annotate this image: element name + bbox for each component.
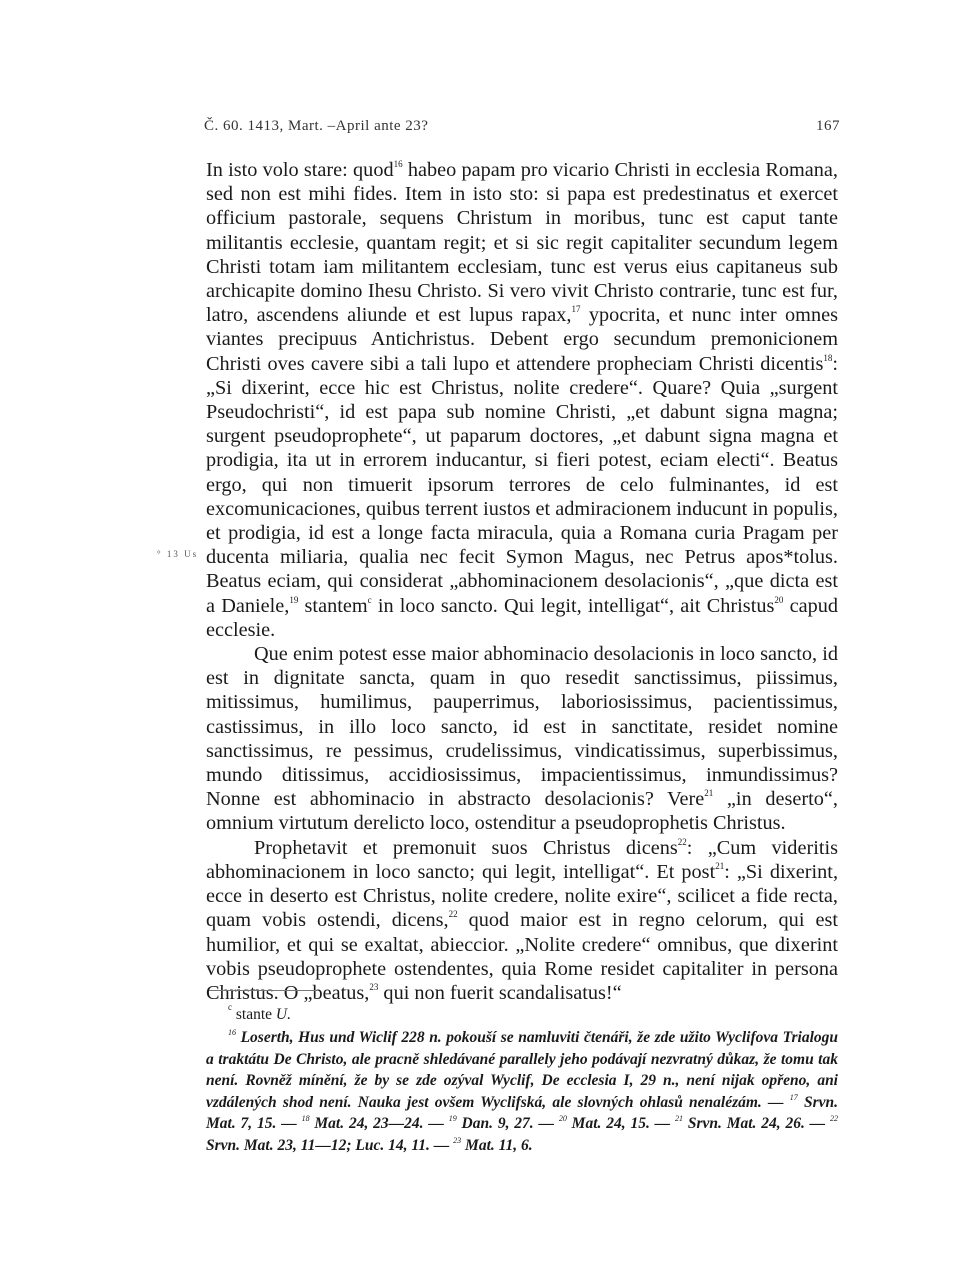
paragraph — [206, 836, 838, 1005]
text-run: Prophetavit et premonuit suos Christus dicens — [254, 836, 678, 859]
footnote-marker: c — [367, 594, 372, 605]
margin-note: ° 13 Us — [157, 549, 199, 559]
footnote-marker: 23 — [453, 1135, 462, 1145]
footnote-marker: 22 — [448, 909, 458, 920]
text-run: Mat. 11, 6. — [461, 1136, 533, 1154]
main-text — [206, 158, 838, 1005]
text-run: Mat. 24, 15. — — [566, 1115, 675, 1133]
text-run: : „Cum videritis abhominacionem in loco sancto; qui legit, intelligat“. Et post — [206, 836, 838, 883]
running-head: Č. 60. 1413, Mart. –April ante 23? — [204, 118, 429, 134]
footnote-marker: 16 — [228, 1028, 236, 1037]
footnote-marker: 18 — [823, 352, 833, 363]
text-run: : „Si dixerint, ecce in deserto est Christus, nolite credere, nolite exire“, scilicet a fide recta, quam vobis ostendi, dicens, — [206, 860, 839, 932]
footnote-marker: 21 — [715, 860, 725, 871]
text-run: in loco sancto. Qui legit, intelligat“, ait Christus — [371, 594, 775, 617]
footnote-marker: 21 — [704, 788, 714, 799]
footnote-marker: 20 — [558, 1114, 567, 1124]
footnote-rule — [209, 990, 317, 991]
text-run: capud ecclesie. — [206, 594, 838, 641]
text-run: quod maior est in regno celorum, qui est humilior, et qui se exaltat, abieccior. „Nolite credere“ omnibus, que dixerint vobis pseudoprophete ostendentes, quia Rome residet capitaliter in persona Christus. O „beatus, — [206, 909, 838, 1004]
text-run: In isto volo stare: quod — [206, 159, 394, 181]
running-header — [204, 118, 840, 140]
footnote-marker: 18 — [301, 1114, 310, 1124]
text-run: Dan. 9, 27. — — [456, 1115, 559, 1133]
variant-text: stante — [232, 1006, 276, 1023]
text-run: „in deserto“, omnium virtutum derelicto loco, ostenditur a pseudoprophetis Christus. — [206, 788, 838, 835]
footnote-marker: 16 — [393, 159, 403, 169]
variant-note — [228, 1004, 838, 1025]
text-run: : „Si dixerint, ecce hic est Christus, nolite credere“. Quare? Quia „surgent Pseudochristi“, id est papa sub nomine Christi, „et dabunt signa magna; surgent pseudoprophete“, ut paparum doctores, „et dabunt signa magna et prodigia, ita ut in errorem inducantur, si fieri potest, eciam electi“. Beatus ergo, qui non timuerit ipsorum terrores de celo fulminantes, id est excomunicaciones, quibus terrent iustos et admiracionem inducunt in populis, et prodigia, id est a longe facta miracula, quia a Romana curia Pragam per ducenta miliaria, qualia nec fecit Symon Magus, nec Petrus apos*tolus. Beatus eciam, qui considerat „abhominacionem desolacionis“, „que dicta est a Daniele, — [206, 352, 838, 617]
footnote-marker: 19 — [448, 1114, 457, 1124]
footnote-marker: 22 — [830, 1114, 839, 1124]
text-run: Srvn. Mat. 23, 11—12; Luc. 14, 11. — — [206, 1136, 454, 1154]
paragraph — [206, 158, 838, 642]
footnote-marker: 23 — [369, 981, 379, 992]
text-run: Srvn. Mat. 24, 26. — — [683, 1115, 831, 1133]
text-run: qui non fuerit scandalisatus!“ — [378, 981, 622, 1004]
paragraph — [206, 642, 838, 836]
variant-siglum: U. — [275, 1006, 291, 1023]
footnote-marker: 17 — [571, 304, 581, 315]
footnote-marker: 20 — [774, 594, 784, 605]
text-run: Mat. 24, 23—24. — — [309, 1115, 449, 1133]
text-run: stantem — [298, 594, 368, 617]
text-run: Srvn. Mat. 7, 15. — — [206, 1093, 838, 1133]
text-run: habeo papam pro vicario Christi in ecclesia Romana, sed non est mihi fides. Item in isto sto: si papa est predestinatus et exercet officium pastorale, sequens Christum in moribus, tunc est caput tante militantis ecclesie, quantam regit; et si sic regit capitaliter secundum legem Christi totam iam militantem ecclesiam, tunc est verus eius capitaneus sub archicapite domino Ihesu Christo. Si vero vivit Christo contrarie, tunc est fur, latro, ascendens aliunde et est lupus rapax, — [206, 159, 838, 327]
footnote-marker: 19 — [289, 594, 299, 605]
footnote-commentary — [206, 1027, 838, 1157]
variant-mark: c — [228, 1002, 232, 1012]
page-number: 167 — [816, 118, 840, 134]
footnote-marker: 22 — [677, 836, 687, 847]
footnotes — [206, 1004, 838, 1157]
text-run: ypocrita, et nunc inter omnes viantes precipuus Antichristus. Debent ergo secundum premonicionem Christi oves cavere sibi a tali lupo et attendere propheciam Christi dicentis — [206, 304, 838, 375]
text-run: Que enim potest esse maior abhominacio desolacionis in loco sancto, id est in dignitate sancta, quam in quo resedit sanctissimus, piissimus, mitissimus, humilimus, pauperrimus, laboriosissimus, pacientissimus, castissimus, in illo loco sancto, id est in sanctitate, residet nomine sanctissimus, re pessimus, crudelissimus, vindicatissimus, superbissimus, mundo ditissimus, accidiosissimus, impacientissimus, inmundissimus? Nonne est abhominacio in abstracto desolacionis? Vere — [206, 643, 838, 811]
text-run: Loserth, Hus und Wiclif 228 n. pokouší se namluviti čtenáři, že zde užito Wyclifova Trialogu a traktátu De Christo, ale pracně shledávané parallely jeho podávají nezvratný důkaz, že tomu tak není. Rovněž mínění, že by se zde ozýval Wyclif, De ecclesia I, 29 n., není nijak opřeno, ani vzdálených shod není. Nauka jest ovšem Wyclifská, ale slovných ohlasů nenalézám. — — [206, 1029, 838, 1111]
footnote-marker: 17 — [789, 1092, 798, 1102]
footnote-marker: 21 — [675, 1114, 683, 1124]
